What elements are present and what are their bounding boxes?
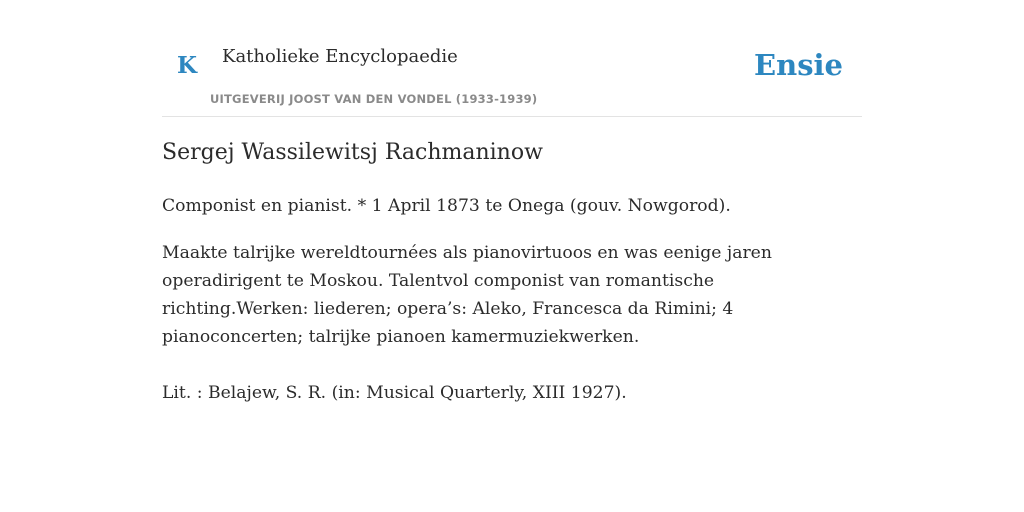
site-header	[162, 0, 862, 117]
encyclopedia-title-link[interactable]: Katholieke Encyclopaedie	[222, 46, 458, 67]
article-paragraph-body: Maakte talrijke wereldtournées als pianovirtuoos en was eenige jaren operadirigent te Moskou. Talentvol componist van romantische richting.Werken: liederen; opera’s: Aleko, Francesca da Rimini; 4 pianoconcerten; talrijke pianoen kamermuziekwerken.	[162, 243, 772, 347]
ensie-brand-link[interactable]: Ensie	[754, 48, 843, 82]
publisher-subtitle: UITGEVERIJ JOOST VAN DEN VONDEL (1933-1939)	[210, 92, 538, 106]
article-title: Sergej Wassilewitsj Rachmaninow	[162, 140, 543, 165]
encyclopedia-logo-link[interactable]: K	[177, 52, 197, 79]
article-paragraph-intro: Componist en pianist. * 1 April 1873 te Onega (gouv. Nowgorod).	[162, 196, 731, 216]
page-container	[162, 0, 862, 403]
article-paragraph-literature: Lit. : Belajew, S. R. (in: Musical Quarterly, XIII 1927).	[162, 383, 627, 403]
